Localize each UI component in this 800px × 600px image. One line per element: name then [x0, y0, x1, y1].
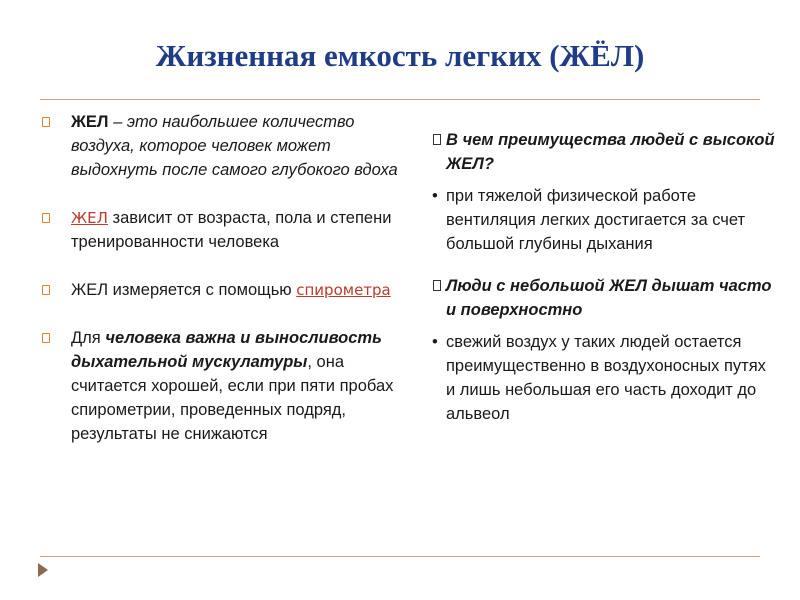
answer-low-zhel	[430, 330, 775, 426]
bullet-endurance	[38, 326, 403, 446]
dependency-text: зависит от возраста, пола и степени тренированности человека	[71, 209, 392, 251]
orange-square-bullet-icon	[42, 117, 50, 127]
endurance-text: , она считается хорошей, если при пяти пробах спирометрии, проведенных подряд, результаты не снижаются	[71, 353, 394, 443]
definition-text: – это наибольшее количество воздуха, которое человек может выдохнуть после самого глубокого вдоха	[71, 113, 398, 179]
orange-square-bullet-icon	[42, 333, 50, 343]
dot-bullet-icon: •	[432, 187, 438, 205]
bottom-divider	[40, 556, 760, 557]
statement-low-zhel-text: Люди с небольшой ЖЕЛ дышат часто и поверхностно	[446, 277, 772, 319]
page-title: Жизненная емкость легких (ЖЁЛ)	[155, 38, 645, 73]
answer-high-zhel-text: при тяжелой физической работе вентиляция легких достигается за счет большой глубины дыхания	[446, 187, 746, 253]
statement-low-zhel	[430, 274, 775, 322]
square-box-icon	[433, 134, 441, 145]
right-column	[430, 128, 775, 426]
zhel-link[interactable]: ЖЕЛ	[71, 209, 108, 227]
square-box-icon	[433, 280, 441, 291]
bullet-measurement	[38, 278, 403, 302]
orange-square-bullet-icon	[42, 285, 50, 295]
spirometer-link[interactable]: спирометра	[296, 281, 391, 299]
answer-high-zhel	[430, 184, 775, 256]
dot-bullet-icon: •	[432, 333, 438, 351]
question-high-zhel-text: В чем преимущества людей с высокой ЖЕЛ?	[446, 131, 775, 173]
question-high-zhel	[430, 128, 775, 176]
bullet-dependency	[38, 206, 403, 254]
bullet-definition	[38, 110, 403, 182]
left-column	[38, 110, 403, 470]
endurance-lead: Для	[71, 329, 106, 347]
measurement-text: ЖЕЛ измеряется с помощью	[71, 281, 297, 299]
orange-square-bullet-icon	[42, 213, 50, 223]
triangle-right-icon[interactable]	[38, 563, 48, 577]
term-zhel: ЖЕЛ	[71, 113, 109, 131]
endurance-emphasis: человека важна и выносливость дыхательной мускулатуры	[71, 329, 382, 371]
answer-low-zhel-text: свежий воздух у таких людей остается преимущественно в воздухоносных путях и лишь небольшая его часть доходит до альвеол	[446, 333, 766, 423]
top-divider	[40, 99, 760, 100]
